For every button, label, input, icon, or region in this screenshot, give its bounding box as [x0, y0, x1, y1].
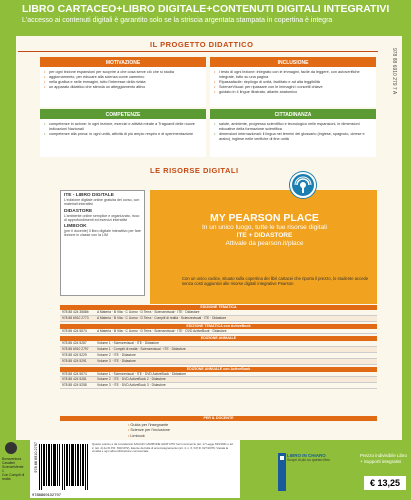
table-row: [60, 359, 377, 365]
teacher-title: PER IL DOCENTE: [60, 416, 377, 421]
header-subtitle: L'accesso ai contenuti digitali è garantito solo se la striscia argentata stampata in copertina è integra: [22, 17, 333, 24]
libro-in-chiaro-line1: LIBRO IN CHIARO: [287, 453, 326, 458]
list-item: • Scienze per l'inclusione: [128, 428, 170, 433]
isbn-cell: 978 88 424 5258: [62, 383, 87, 388]
list-item: • guidato in 4 lingue illustrato, atlante anatomico: [214, 90, 373, 95]
box-inclusione: [210, 57, 376, 107]
table-row: [60, 383, 377, 389]
header-title: LIBRO CARTACEO+LIBRO DIGITALE+CONTENUTI DIGITALI INTEGRATIVI: [22, 3, 390, 15]
list-item: • Ripassafacile: riepilogo di unità, facilitato e ad alta leggibilità: [214, 80, 373, 85]
isbn-cell: 978 88 424 5229: [62, 352, 87, 357]
desc-cell: Volume 2 · ITE · DVD ActiveBook 2 · Didastore: [97, 377, 166, 382]
editions-tables: [60, 303, 377, 389]
isbn-cell: 978 88 424 3568b: [62, 310, 89, 314]
place-title: MY PEARSON PLACE: [210, 212, 319, 224]
list-item: • nella grafica e nelle immagini, tutto l'interesse della rivista: [44, 80, 203, 85]
qr-bar-icon: [278, 453, 286, 491]
table-title: EDIZIONE ANNUALE: [60, 336, 377, 341]
box-heading: INCLUSIONE: [210, 59, 376, 67]
place-line1: In un unico luogo, tutte le tue risorse digitali: [201, 224, 328, 231]
desc-cell: A Materia · B Vita · C Uomo · D Terra · Scienzevisual · ITE · Didastore: [97, 310, 200, 314]
limbook-text: (per il docente) Il libro digitale interattivo per fare lezione in classe con la LIM: [64, 229, 141, 238]
price-tag: € 13,25: [364, 476, 406, 490]
libro-in-chiaro-text: [287, 453, 330, 463]
isbn-cell: 978 88 424 5574: [62, 371, 87, 376]
table-title: EDIZIONE ANNUALE con ActiveBook: [60, 367, 377, 372]
isbn-cell: 978 88 6910 2797: [62, 347, 89, 352]
isbn-cell: 978 88 424 5574: [62, 328, 87, 333]
libro-in-chiaro: [278, 453, 358, 497]
box-heading: CITTADINANZA: [210, 111, 376, 119]
desc-cell: Volume 1 · Scienzevisual · ITE · Didastore: [97, 341, 159, 346]
place-line3: Attivale da pearson.it/place: [225, 240, 304, 248]
section-title-risorse: LE RISORSE DIGITALI: [150, 166, 239, 175]
isbn-cell: 978 88 6910 2773: [62, 315, 89, 320]
libro-in-chiaro-line2: Scopri di più su questo libro: [287, 458, 330, 462]
place-line2: ITE + DIDASTORE: [236, 232, 293, 240]
section-title-progetto: IL PROGETTO DIDATTICO: [150, 40, 254, 49]
desc-cell: Volume 2 · ITE · Didastore: [97, 352, 136, 357]
list-item: • un apparato didattico che stimola un atteggiamento attivo: [44, 85, 203, 90]
series-name: ScienzeMente 1: [2, 465, 24, 473]
my-pearson-place-text: [162, 212, 367, 248]
list-item: • ScienzeVisual: per ripassare con le immagini i concetti chiave: [214, 85, 373, 90]
digital-resources-list: [60, 190, 145, 296]
isbn-cell: 978 88 424 5287: [62, 341, 87, 346]
place-note: Con un unico codice, situato sulla copertina dei libri cartacei che riporta il prezzo, lo studente accede senza costi aggiuntivi alle risorse digitali integrative Pearson: [182, 276, 369, 286]
table-row: [60, 316, 377, 322]
list-item: • dimensioni internazionali: il lingua nei termini del glossario (inglese, spagnolo, cinese e arabo), inglese nelle verifiche di fine unità: [214, 132, 373, 142]
list-item: • competenze alla prova: in ogni unità, attività di più ampio respiro e di sperimentazione: [44, 132, 203, 137]
table-title: EDIZIONE TEMATICA con ActiveBook: [60, 324, 377, 329]
spine-isbn: 978 88 6910 279 7 A: [391, 48, 397, 95]
ite-title: ITE - LIBRO DIGITALE: [64, 193, 115, 198]
box-heading: COMPETENZE: [40, 111, 206, 119]
ite-text: L'edizione digitale online gratuita del corso, con materiali interattivi: [64, 198, 140, 207]
isbn-cell: 978 88 424 5291: [62, 358, 87, 363]
desc-cell: Volume 1 · Scienzevisual · ITE · DVD ActiveBook · Didastore: [97, 371, 187, 376]
box-competenze: [40, 109, 206, 157]
list-item: • Limbook: [128, 434, 170, 439]
desc-cell: Volume 3 · ITE · DVD ActiveBook 3 · Didastore: [97, 383, 166, 388]
desc-cell: Volume 1 · Compiti di realtà · Scienzevisual · ITE · Didastore: [97, 347, 186, 352]
list-item: • per ogni lezione espansioni per scoprire a che cosa serve ciò che si studia: [44, 70, 203, 75]
list-item: • salute, ambiente, progresso scientifico e tecnologico nelle espansioni, le dimensioni educative della formazione scientifica: [214, 122, 373, 132]
wifi-icon: [290, 172, 316, 198]
barcode-area: [30, 440, 240, 498]
limbook-title: LIMBOOK: [64, 224, 87, 230]
list-item: • Guida per l'insegnante: [128, 423, 170, 428]
table-title: EDIZIONE TEMATICA: [60, 305, 377, 310]
list-item: • competenze in azione: in ogni lezione, esercizi e attività mirate a Traguardi delle nuove Indicazioni Nazionali: [44, 122, 203, 132]
desc-cell: Volume 3 · ITE · Didastore: [97, 358, 136, 363]
isbn-cell: 978 88 424 5281: [62, 377, 87, 382]
table-row: [60, 329, 377, 335]
desc-cell: A Materia · B Vita · C Uomo · D Terra · Scienzevisual · ITE · DVD ActiveBook · Didastore: [97, 328, 227, 333]
didastore-title: DIDASTORE: [64, 208, 93, 214]
series-note: Con Compiti di realtà: [2, 473, 25, 481]
publisher-name: Bonaventura Cavalieri: [2, 457, 22, 465]
box-heading: MOTIVAZIONE: [40, 59, 206, 67]
publisher-logo-icon: [5, 442, 17, 454]
section-divider: [18, 51, 378, 52]
didastore-text: L'ambiente online semplice e organizzato, ricco di approfondimenti ed esercizi interattivi: [64, 213, 140, 222]
box-motivazione: [40, 57, 206, 107]
publisher-info: [2, 457, 26, 481]
desc-cell: A Materia · B Vita · C Uomo · D Terra · Compiti di realtà · Scienzevisual · ITE · Didastore: [97, 315, 227, 320]
barcode: [39, 444, 89, 490]
legal-text: Questo volume è da considerarsi SAGGIO CAMPIONE GRATUITO fuori commercio (art. 17 Legge 633/1941 e art. 2, lett. d) del D.P.R. 633/1972). Esente da bolla di accompagnamento (art. 4, n. 6, D.P.R. 627/1978). Vietata la vendita e ogni altra utilizzazione commerciale.: [92, 442, 234, 453]
price-note: Prezzo indivisibile Libro + Supporti integrativi: [360, 453, 408, 464]
barcode-number: 9788869102797: [32, 492, 61, 497]
barcode-isbn-vertical: 978 88 6910 2797: [34, 442, 38, 473]
box-cittadinanza: [210, 109, 376, 157]
list-item: • aggiornamento, per educare alla scienza come cammino: [44, 75, 203, 80]
list-item: • i testo di ogni lezione: integrato con le immagini, facile da leggere, con autoverifiche integrate, tutto su una pagina: [214, 70, 373, 80]
teacher-list: [128, 423, 170, 439]
